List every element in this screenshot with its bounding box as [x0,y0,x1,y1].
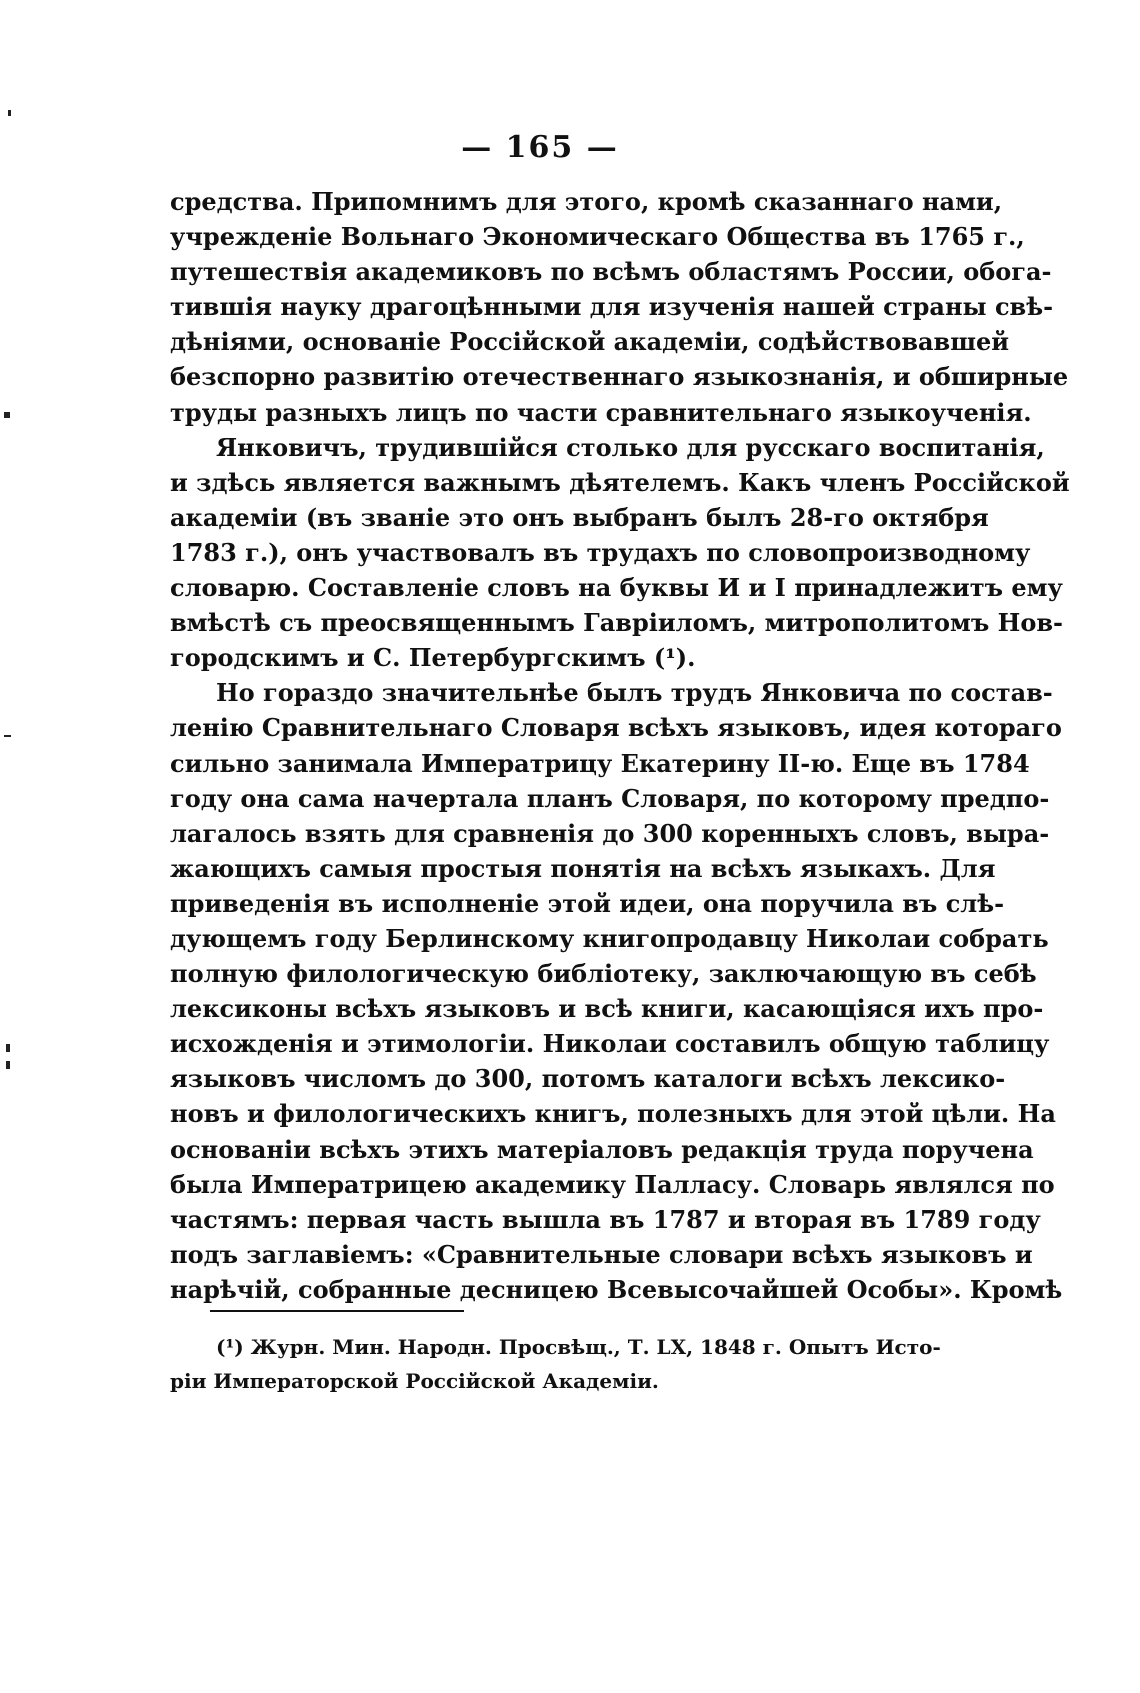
scan-speck [8,110,11,116]
footnote-divider [210,1310,464,1312]
scan-speck [4,735,11,737]
text-line: городскимъ и С. Петербургскимъ (¹). [170,643,696,673]
text-line: путешествія академиковъ по всѣмъ областямъ России, обога- [170,257,1052,287]
text-line: словарю. Составленіе словъ на буквы И и І принадлежитъ ему [170,573,1063,603]
text-line: дующемъ году Берлинскому книгопродавцу Николаи собрать [170,923,1049,953]
text-line: 1783 г.), онъ участвовалъ въ трудахъ по словопроизводному [170,537,1031,567]
scan-speck [6,1061,10,1069]
text-line: средства. Припомнимъ для этого, кромѣ сказаннаго нами, [170,187,1003,216]
text-line: жающихъ самыя простыя понятія на всѣхъ языкахъ. Для [170,853,996,883]
text-line: Янковичъ, трудившійся столько для русскаго воспитанія, [216,432,1045,462]
text-line: ленію Сравнительнаго Словаря всѣхъ языковъ, идея котораго [170,713,1062,743]
text-line: новъ и филологическихъ книгъ, полезныхъ для этой цѣли. На [170,1099,1056,1129]
text-line: частямъ: первая часть вышла въ 1787 и вторая въ 1789 году [170,1204,1041,1234]
text-line: учрежденіе Вольнаго Экономическаго Общества въ 1765 г., [170,222,1025,252]
footnotes [170,1330,941,1398]
body-text [170,184,1070,1307]
scan-speck [4,412,10,418]
text-line: сильно занимала Императрицу Екатерину II-ю. Еще въ 1784 [170,748,1030,778]
text-line: языковъ числомъ до 300, потомъ каталоги всѣхъ лексико- [170,1064,1006,1094]
text-line: безспорно развитію отечественнаго языкознанія, и обширные [170,362,1069,392]
text-line: подъ заглавіемъ: «Сравнительные словари всѣхъ языковъ и [170,1239,1033,1269]
footnote-line: ріи Императорской Россійской Академіи. [170,1369,659,1393]
text-line: академіи (въ званіе это онъ выбранъ былъ 28-го октября [170,502,989,532]
text-line: полную филологическую библіотеку, заключающую въ себѣ [170,959,1037,989]
text-line: дѣніями, основаніе Россійской академіи, содѣйствовавшей [170,327,1010,357]
scan-speck [6,1044,10,1052]
text-line: основаніи всѣхъ этихъ матеріаловъ редакція труда поручена [170,1134,1034,1164]
text-line: приведенія въ исполненіе этой идеи, она поручила въ слѣ- [170,888,1005,918]
text-line: тившія науку драгоцѣнными для изученія нашей страны свѣ- [170,292,1054,322]
page-number: — 165 — [461,130,619,165]
text-line: и здѣсь является важнымъ дѣятелемъ. Какъ членъ Россійской [170,467,1070,497]
text-line: лексиконы всѣхъ языковъ и всѣ книги, касающіяся ихъ про- [170,994,1044,1024]
text-line: лагалось взять для сравненія до 300 коренныхъ словъ, выра- [170,818,1050,848]
text-line: исхожденія и этимологіи. Николаи составилъ общую таблицу [170,1029,1050,1059]
footnote-line: (¹) Журн. Мин. Народн. Просвѣщ., Т. LX, 1848 г. Опытъ Исто- [216,1335,941,1359]
text-line: была Императрицею академику Палласу. Словарь являлся по [170,1169,1055,1199]
text-line: году она сама начертала планъ Словаря, по которому предпо- [170,783,1050,813]
text-line: вмѣстѣ съ преосвященнымъ Гавріиломъ, митрополитомъ Нов- [170,608,1063,638]
text-line: труды разныхъ лицъ по части сравнительнаго языкоученія. [170,397,1032,427]
text-line: нарѣчій, собранные десницею Всевысочайшей Особы». Кромѣ [170,1274,1063,1304]
text-line: Но гораздо значительнѣе былъ трудъ Янковича по состав- [216,678,1053,708]
